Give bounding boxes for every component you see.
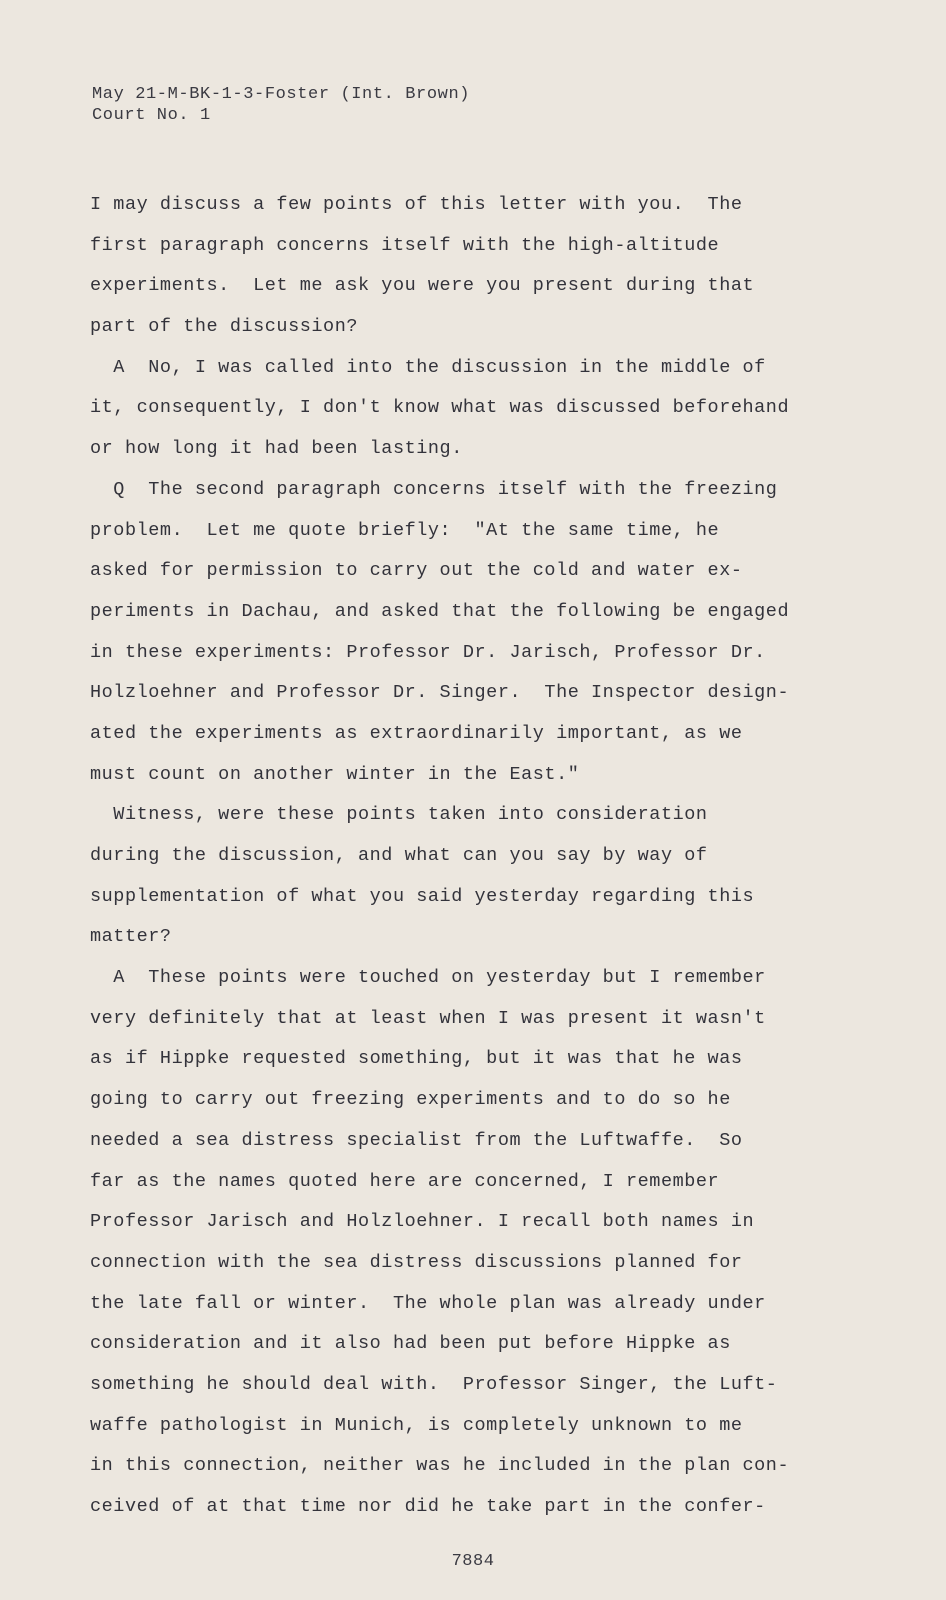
transcript-line: ceived of at that time nor did he take part in the confer- bbox=[90, 1496, 766, 1517]
transcript-line: as if Hippke requested something, but it was that he was bbox=[90, 1048, 743, 1070]
transcript-line: something he should deal with. Professor Singer, the Luft- bbox=[90, 1373, 778, 1395]
header-court-line: Court No. 1 bbox=[92, 106, 211, 125]
transcript-line: Witness, were these points taken into consideration bbox=[90, 804, 708, 826]
transcript-line: ated the experiments as extraordinarily important, as we bbox=[90, 722, 743, 744]
transcript-line: very definitely that at least when I was present it wasn't bbox=[90, 1007, 766, 1029]
transcript-line: in this connection, neither was he included in the plan con- bbox=[90, 1455, 790, 1477]
document-header bbox=[92, 84, 470, 126]
transcript-line: asked for permission to carry out the cold and water ex- bbox=[90, 560, 743, 582]
transcript-line: consideration and it also had been put before Hippke as bbox=[90, 1333, 731, 1355]
transcript-line: part of the discussion? bbox=[90, 316, 358, 338]
transcript-line: it, consequently, I don't know what was discussed beforehand bbox=[90, 397, 790, 419]
transcript-line: matter? bbox=[90, 926, 172, 948]
transcript-body bbox=[90, 185, 830, 1528]
transcript-line: I may discuss a few points of this letter with you. The bbox=[90, 194, 743, 215]
transcript-line: Professor Jarisch and Holzloehner. I recall both names in bbox=[90, 1211, 755, 1233]
header-session-line: May 21-M-BK-1-3-Foster (Int. Brown) bbox=[92, 85, 471, 104]
page-number: 7884 bbox=[451, 1552, 495, 1571]
transcript-line: Q The second paragraph concerns itself with the freezing bbox=[90, 478, 778, 500]
transcript-line: experiments. Let me ask you were you present during that bbox=[90, 275, 755, 297]
transcript-line: supplementation of what you said yesterday regarding this bbox=[90, 885, 755, 907]
transcript-line: going to carry out freezing experiments and to do so he bbox=[90, 1089, 731, 1111]
transcript-line: problem. Let me quote briefly: "At the same time, he bbox=[90, 519, 720, 541]
transcript-line: must count on another winter in the East." bbox=[90, 763, 580, 785]
transcript-line: needed a sea distress specialist from the Luftwaffe. So bbox=[90, 1129, 743, 1151]
transcript-line: Holzloehner and Professor Dr. Singer. The Inspector design- bbox=[90, 682, 790, 704]
transcript-line: far as the names quoted here are concerned, I remember bbox=[90, 1170, 720, 1192]
transcript-line: periments in Dachau, and asked that the following be engaged bbox=[90, 600, 790, 622]
transcript-line: A These points were touched on yesterday but I remember bbox=[90, 967, 766, 989]
transcript-line: first paragraph concerns itself with the high-altitude bbox=[90, 234, 720, 256]
transcript-line: connection with the sea distress discussions planned for bbox=[90, 1251, 743, 1273]
transcript-line: during the discussion, and what can you say by way of bbox=[90, 845, 708, 866]
transcript-line: in these experiments: Professor Dr. Jarisch, Professor Dr. bbox=[90, 641, 766, 663]
transcript-line: A No, I was called into the discussion in the middle of bbox=[90, 356, 766, 378]
transcript-line: waffe pathologist in Munich, is completely unknown to me bbox=[90, 1414, 743, 1436]
transcript-line: or how long it had been lasting. bbox=[90, 438, 463, 460]
transcript-line: the late fall or winter. The whole plan was already under bbox=[90, 1292, 766, 1314]
